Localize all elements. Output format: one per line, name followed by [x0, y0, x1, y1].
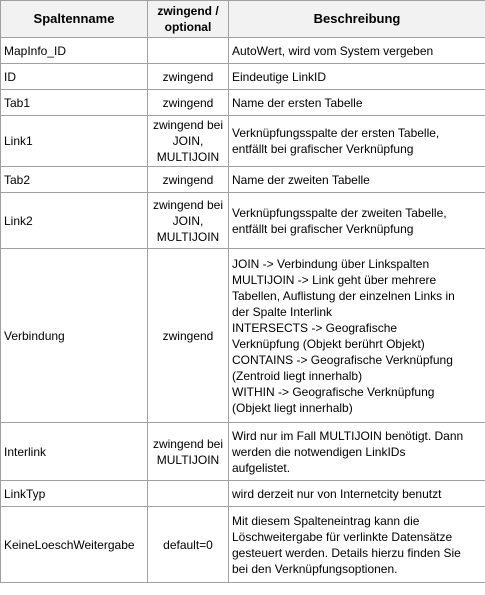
table-row — [1, 116, 485, 167]
header-row — [1, 1, 485, 38]
required-line: zwingend bei — [152, 197, 224, 212]
table-row — [1, 64, 485, 90]
description-line: INTERSECTS -> Geografische — [232, 320, 398, 335]
cell-description — [229, 116, 485, 167]
description-line: (Zentroid liegt innerhalb) — [232, 368, 363, 383]
required-line: MULTIJOIN — [156, 452, 220, 467]
header-description: Beschreibung — [229, 1, 485, 38]
description-line: aufgelistet. — [232, 460, 291, 475]
description-line: Eindeutige LinkID — [232, 69, 327, 84]
table-row — [1, 90, 485, 116]
cell-description — [229, 64, 485, 90]
cell-description — [229, 507, 485, 583]
description-line: Name der ersten Tabelle — [232, 95, 363, 110]
description-line: entfällt bei grafischer Verknüpfung — [232, 142, 414, 156]
cell-description — [229, 193, 485, 249]
cell-required: zwingend — [148, 90, 229, 116]
cell-column-name: MapInfo_ID — [1, 38, 148, 64]
table-row — [1, 507, 485, 583]
table-row — [1, 193, 485, 249]
table-row — [1, 423, 485, 481]
required-line: MULTIJOIN — [156, 229, 220, 244]
description-line: (Objekt liegt innerhalb) — [232, 400, 353, 415]
description-line: JOIN -> Verbindung über Linkspalten — [232, 256, 430, 271]
header-required-line1: zwingend / — [157, 4, 219, 18]
description-line: Mit diesem Spalteneintrag kann die — [232, 513, 420, 528]
required-line: JOIN, — [172, 134, 204, 148]
description-line: AutoWert, wird vom System vergeben — [232, 43, 434, 58]
table-row — [1, 38, 485, 64]
description-line: Löschweitergabe für verlinkte Datensätze — [232, 529, 453, 544]
required-line: JOIN, — [172, 213, 204, 228]
required-line: zwingend bei — [152, 118, 224, 132]
cell-description — [229, 167, 485, 193]
description-line: Tabellen, Auflistung der einzelnen Links in — [232, 288, 455, 303]
description-line: der Spalte Interlink — [232, 304, 333, 319]
cell-required — [148, 38, 229, 64]
cell-column-name: Tab2 — [1, 167, 148, 193]
required-line: zwingend bei — [152, 436, 224, 451]
cell-description — [229, 423, 485, 481]
description-line: Verknüpfungsspalte der zweiten Tabelle, — [232, 205, 447, 220]
cell-required — [148, 481, 229, 507]
description-line: Wird nur im Fall MULTIJOIN benötigt. Dann — [232, 428, 464, 443]
header-column-name: Spaltenname — [1, 1, 148, 38]
cell-column-name: LinkTyp — [1, 481, 148, 507]
description-line: CONTAINS -> Geografische Verknüpfung — [232, 352, 453, 367]
cell-required: zwingend — [148, 167, 229, 193]
cell-required: zwingend — [148, 249, 229, 423]
header-required-optional — [148, 1, 229, 38]
header-required-line2: optional — [164, 20, 212, 34]
description-line: Verknüpfung (Objekt berührt Objekt) — [232, 336, 425, 351]
cell-column-name: KeineLoeschWeitergabe — [1, 507, 148, 583]
table-row — [1, 481, 485, 507]
cell-column-name: Verbindung — [1, 249, 148, 423]
cell-description — [229, 38, 485, 64]
required-line: MULTIJOIN — [156, 150, 220, 164]
cell-column-name: ID — [1, 64, 148, 90]
table-row — [1, 249, 485, 423]
cell-required: zwingend — [148, 64, 229, 90]
description-line: bei den Verknüpfungsoptionen. — [232, 561, 398, 576]
cell-description — [229, 481, 485, 507]
cell-description — [229, 249, 485, 423]
description-line: Verknüpfungsspalte der ersten Tabelle, — [232, 126, 440, 140]
cell-required — [148, 116, 229, 167]
cell-column-name: Link1 — [1, 116, 148, 167]
cell-column-name: Link2 — [1, 193, 148, 249]
description-line: wird derzeit nur von Internetcity benutzt — [232, 486, 442, 501]
cell-column-name: Interlink — [1, 423, 148, 481]
description-line: werden die notwendigen LinkIDs — [232, 444, 406, 459]
description-line: Name der zweiten Tabelle — [232, 172, 370, 187]
description-line: MULTIJOIN -> Link geht über mehrere — [232, 272, 437, 287]
description-line: WITHIN -> Geografische Verknüpfung — [232, 384, 435, 399]
cell-required — [148, 193, 229, 249]
description-line: entfällt bei grafischer Verknüpfung — [232, 221, 414, 236]
description-line: gesteuert werden. Details hierzu finden Sie — [232, 545, 461, 560]
cell-required — [148, 423, 229, 481]
cell-required: default=0 — [148, 507, 229, 583]
cell-column-name: Tab1 — [1, 90, 148, 116]
table-row — [1, 167, 485, 193]
cell-description — [229, 90, 485, 116]
